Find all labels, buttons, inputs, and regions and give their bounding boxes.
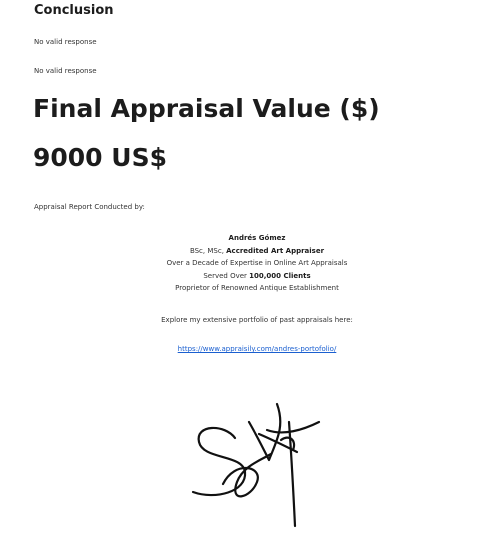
- conclusion-response: No valid response: [34, 67, 97, 75]
- portfolio-link-line: [0, 345, 479, 353]
- portfolio-link[interactable]: https://www.appraisily.com/andres-portofolio/: [177, 345, 337, 353]
- appraisal-value-title: Final Appraisal Value ($): [33, 94, 380, 123]
- conducted-by-label: Appraisal Report Conducted by:: [34, 203, 145, 211]
- appraiser-clients: [0, 270, 479, 283]
- clients-count: 100,000 Clients: [249, 271, 311, 280]
- signature-icon: [185, 400, 325, 530]
- appraisal-value-amount: 9000 US$: [33, 143, 167, 172]
- appraiser-experience: Over a Decade of Expertise in Online Art Appraisals: [166, 259, 348, 267]
- appraiser-credentials: [0, 245, 479, 258]
- appraiser-info: [0, 232, 479, 295]
- conclusion-response: No valid response: [34, 38, 97, 46]
- portfolio-intro: Explore my extensive portfolio of past appraisals here:: [161, 316, 353, 324]
- appraiser-establishment: Proprietor of Renowned Antique Establishment: [175, 284, 339, 292]
- credentials-title: Accredited Art Appraiser: [226, 246, 325, 255]
- appraiser-name: Andrés Gómez: [228, 234, 286, 242]
- conclusion-heading: Conclusion: [34, 3, 114, 18]
- clients-prefix: Served Over: [203, 271, 250, 280]
- credentials-degrees: BSc, MSc,: [189, 246, 227, 255]
